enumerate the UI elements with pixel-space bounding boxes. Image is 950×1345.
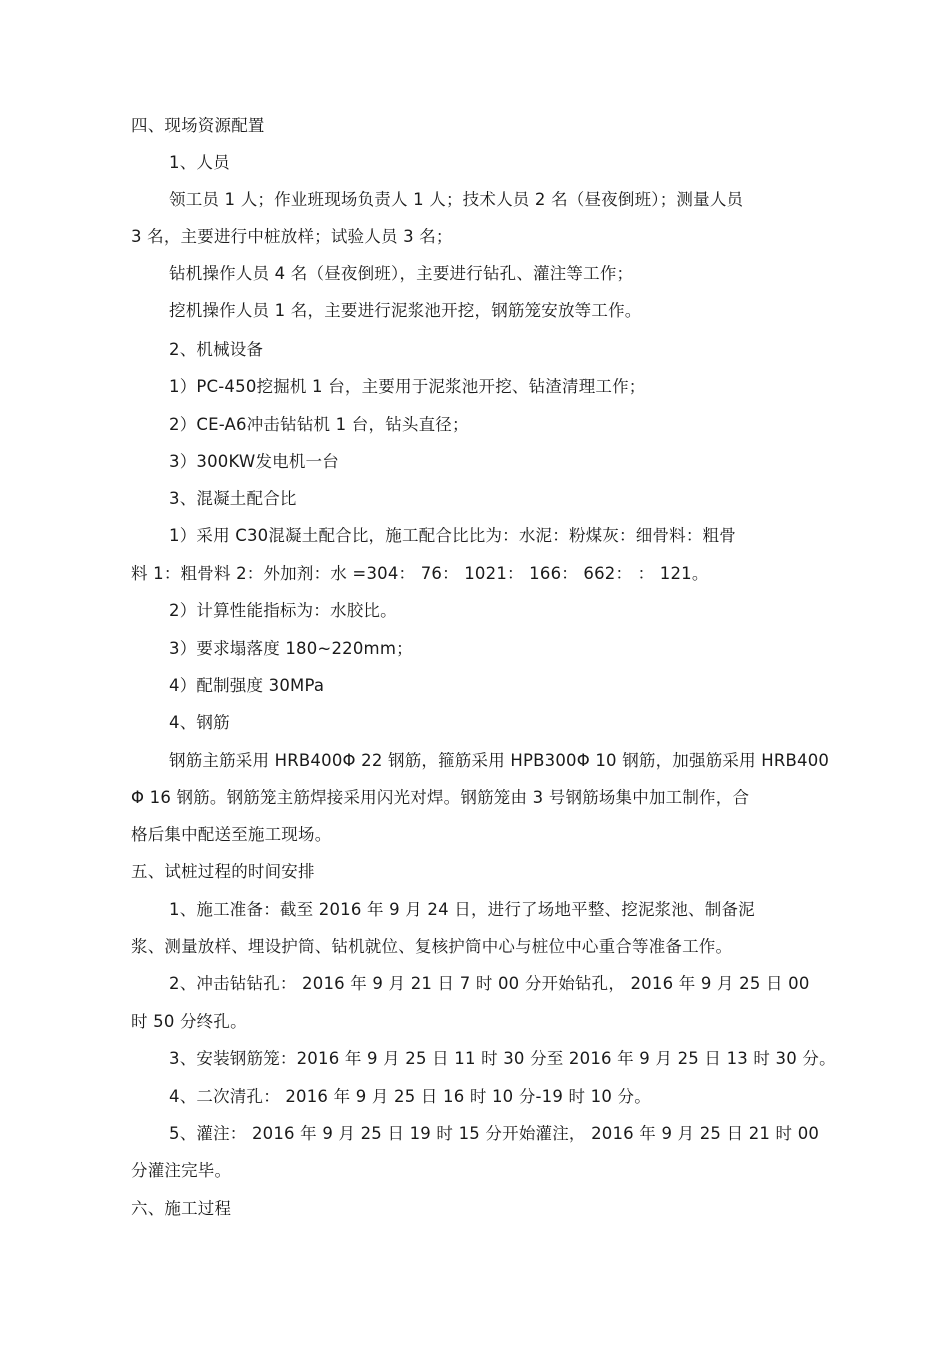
paragraph-line: 分灌注完毕。 bbox=[131, 1161, 232, 1180]
subheading-concrete-mix: 3、混凝土配合比 bbox=[169, 489, 297, 508]
list-item: 4）配制强度 30MPa bbox=[169, 676, 325, 695]
list-item: 3）300KW发电机一台 bbox=[169, 452, 339, 471]
paragraph-line: 1、施工准备：截至 2016 年 9 月 24 日，进行了场地平整、挖泥浆池、制备泥 bbox=[169, 900, 755, 919]
paragraph-line: 钢筋主筋采用 HRB400Φ 22 钢筋，箍筋采用 HPB300Φ 10 钢筋，加强筋采用 HRB400 bbox=[169, 751, 830, 770]
section-heading-4: 四、现场资源配置 bbox=[131, 116, 265, 135]
paragraph-line: 4、二次清孔： 2016 年 9 月 25 日 16 时 10 分-19 时 10 分。 bbox=[169, 1087, 651, 1106]
paragraph-line: 领工员 1 人；作业班现场负责人 1 人；技术人员 2 名（昼夜倒班）；测量人员 bbox=[169, 190, 744, 209]
list-item: 2）计算性能指标为：水胶比。 bbox=[169, 601, 397, 620]
list-item: 1）采用 C30混凝土配合比，施工配合比比为：水泥：粉煤灰：细骨料：粗骨 bbox=[169, 526, 736, 545]
paragraph-line: 钻机操作人员 4 名（昼夜倒班），主要进行钻孔、灌注等工作； bbox=[169, 264, 634, 283]
paragraph-line: 3、安装钢筋笼：2016 年 9 月 25 日 11 时 30 分至 2016 年 9 月 25 日 13 时 30 分。 bbox=[169, 1049, 836, 1068]
list-item: 1）PC-450挖掘机 1 台，主要用于泥浆池开挖、钻渣清理工作； bbox=[169, 377, 646, 396]
list-item: 2）CE-A6冲击钻钻机 1 台，钻头直径； bbox=[169, 415, 469, 434]
paragraph-line: Φ 16 钢筋。钢筋笼主筋焊接采用闪光对焊。钢筋笼由 3 号钢筋场集中加工制作，合 bbox=[131, 788, 750, 807]
paragraph-line: 5、灌注： 2016 年 9 月 25 日 19 时 15 分开始灌注， 2016 年 9 月 25 日 21 时 00 bbox=[169, 1124, 820, 1143]
paragraph-line: 料 1：粗骨料 2：外加剂：水 =304： 76： 1021： 166： 662： ： 121。 bbox=[131, 564, 709, 583]
section-heading-6: 六、施工过程 bbox=[131, 1199, 232, 1218]
subheading-personnel: 1、人员 bbox=[169, 153, 230, 172]
list-item: 3）要求塌落度 180~220mm； bbox=[169, 639, 413, 658]
subheading-equipment: 2、机械设备 bbox=[169, 340, 264, 359]
paragraph-line: 挖机操作人员 1 名，主要进行泥浆池开挖，钢筋笼安放等工作。 bbox=[169, 301, 642, 320]
paragraph-line: 时 50 分终孔。 bbox=[131, 1012, 247, 1031]
paragraph-line: 格后集中配送至施工现场。 bbox=[131, 825, 332, 844]
paragraph-line: 浆、测量放样、埋设护筒、钻机就位、复核护筒中心与桩位中心重合等准备工作。 bbox=[131, 937, 733, 956]
subheading-rebar: 4、钢筋 bbox=[169, 713, 230, 732]
paragraph-line: 2、冲击钻钻孔： 2016 年 9 月 21 日 7 时 00 分开始钻孔， 2016 年 9 月 25 日 00 bbox=[169, 974, 810, 993]
section-heading-5: 五、试桩过程的时间安排 bbox=[131, 862, 315, 881]
paragraph-line: 3 名，主要进行中桩放样；试验人员 3 名； bbox=[131, 227, 453, 246]
